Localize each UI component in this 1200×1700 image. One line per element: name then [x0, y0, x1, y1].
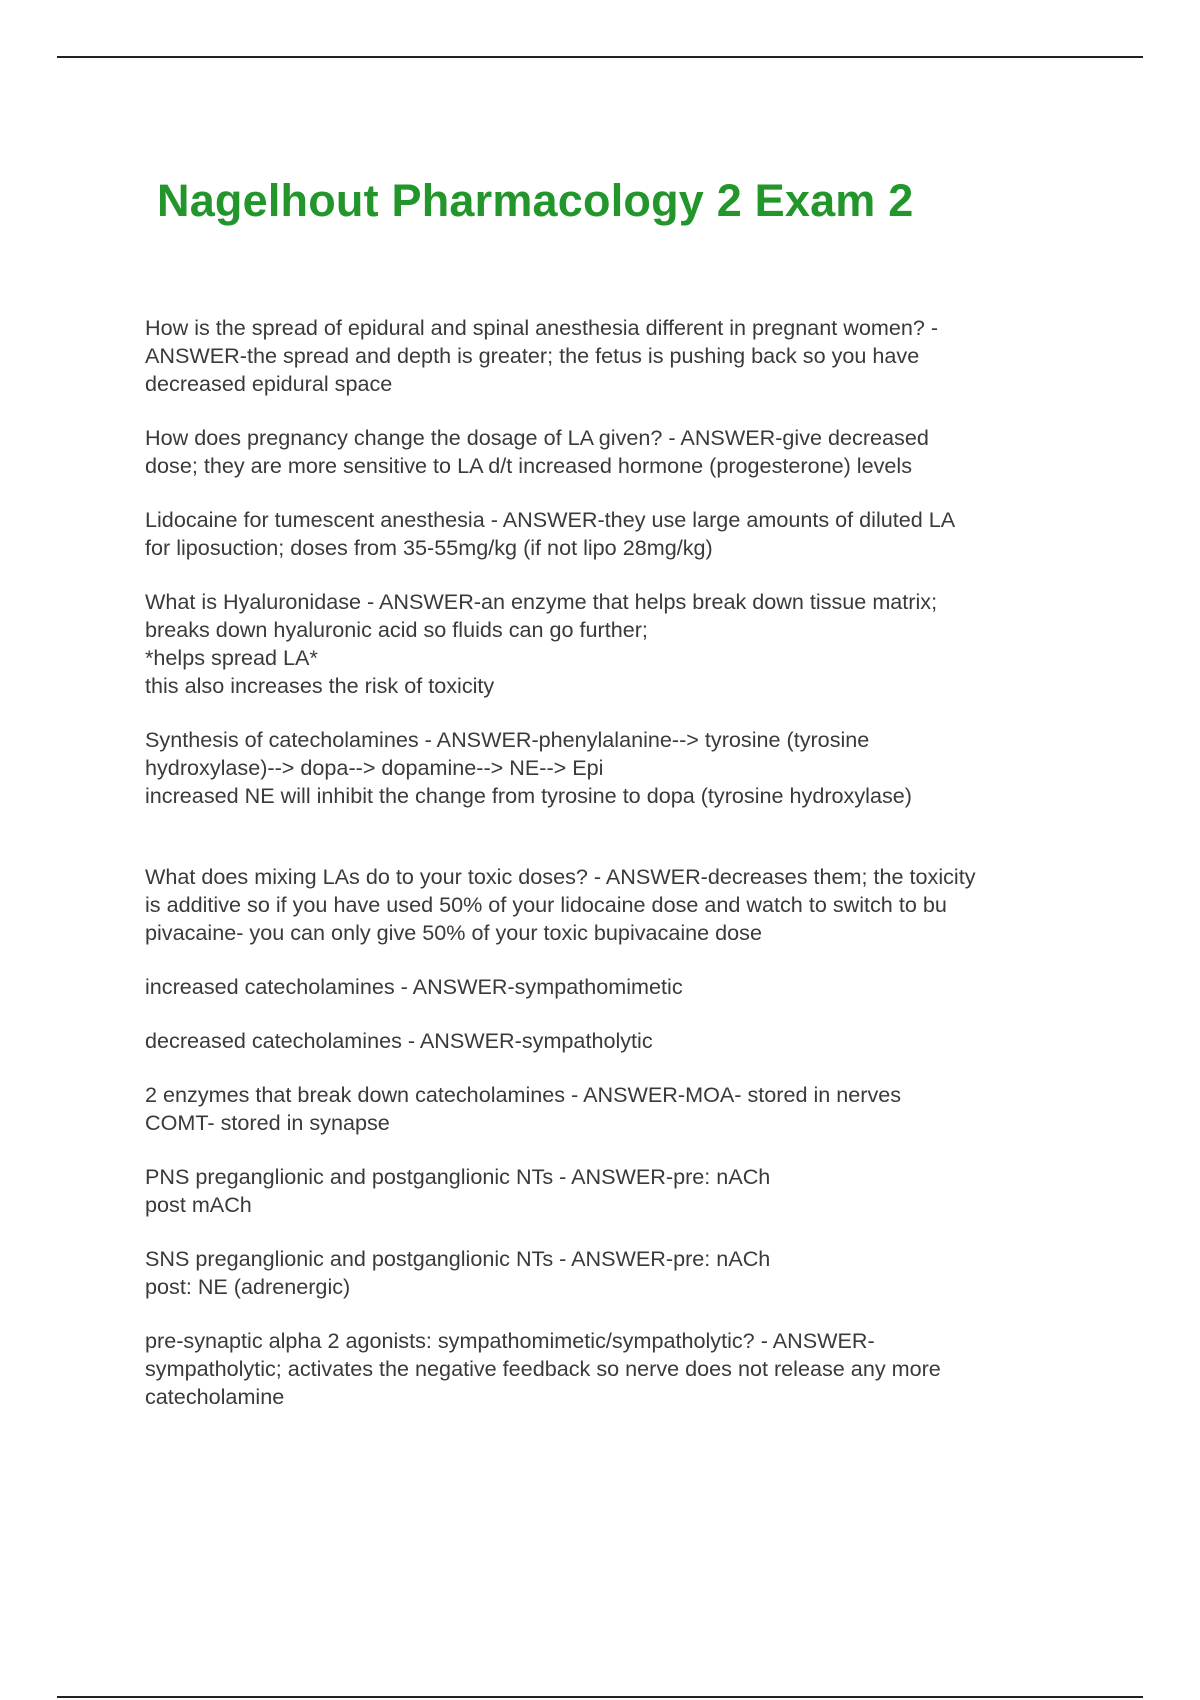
qa-entry: What does mixing LAs do to your toxic doses? - ANSWER-decreases them; the toxicity is additive so if you have used 50% of your lidocaine dose and watch to switch to bu pivacaine- you can only give 50% of your toxic bupivacaine dose	[145, 864, 976, 945]
qa-entry: pre-synaptic alpha 2 agonists: sympathomimetic/sympatholytic? - ANSWER- sympatholytic; activates the negative feedback so nerve does not release any more catecholamine	[145, 1328, 941, 1409]
qa-entry: Synthesis of catecholamines - ANSWER-phenylalanine--> tyrosine (tyrosine hydroxylase)--> dopa--> dopamine--> NE--> Epi increased NE will inhibit the change from tyrosine to dopa (tyrosine hydroxylase)	[145, 727, 912, 808]
qa-entry: Lidocaine for tumescent anesthesia - ANSWER-they use large amounts of diluted LA for liposuction; doses from 35-55mg/kg (if not lipo 28mg/kg)	[145, 507, 956, 560]
document-title: Nagelhout Pharmacology 2 Exam 2	[157, 175, 914, 226]
qa-entry: decreased catecholamines - ANSWER-sympatholytic	[145, 1028, 653, 1053]
qa-entry: PNS preganglionic and postganglionic NTs - ANSWER-pre: nACh post mACh	[145, 1164, 771, 1217]
qa-list	[145, 314, 1085, 1411]
qa-entry: How does pregnancy change the dosage of LA given? - ANSWER-give decreased dose; they are more sensitive to LA d/t increased hormone (progesterone) levels	[145, 425, 929, 478]
header-rule	[57, 56, 1143, 58]
qa-entry: How is the spread of epidural and spinal anesthesia different in pregnant women? - ANSWER-the spread and depth is greater; the fetus is pushing back so you have decreased epidural space	[145, 315, 939, 396]
qa-entry: increased catecholamines - ANSWER-sympathomimetic	[145, 974, 683, 999]
footer-rule	[57, 1696, 1143, 1698]
qa-entry: SNS preganglionic and postganglionic NTs - ANSWER-pre: nACh post: NE (adrenergic)	[145, 1246, 771, 1299]
qa-entry: 2 enzymes that break down catecholamines - ANSWER-MOA- stored in nerves COMT- stored in synapse	[145, 1082, 902, 1135]
qa-entry: What is Hyaluronidase - ANSWER-an enzyme that helps break down tissue matrix; breaks down hyaluronic acid so fluids can go further; *helps spread LA* this also increases the risk of toxicity	[145, 589, 938, 698]
